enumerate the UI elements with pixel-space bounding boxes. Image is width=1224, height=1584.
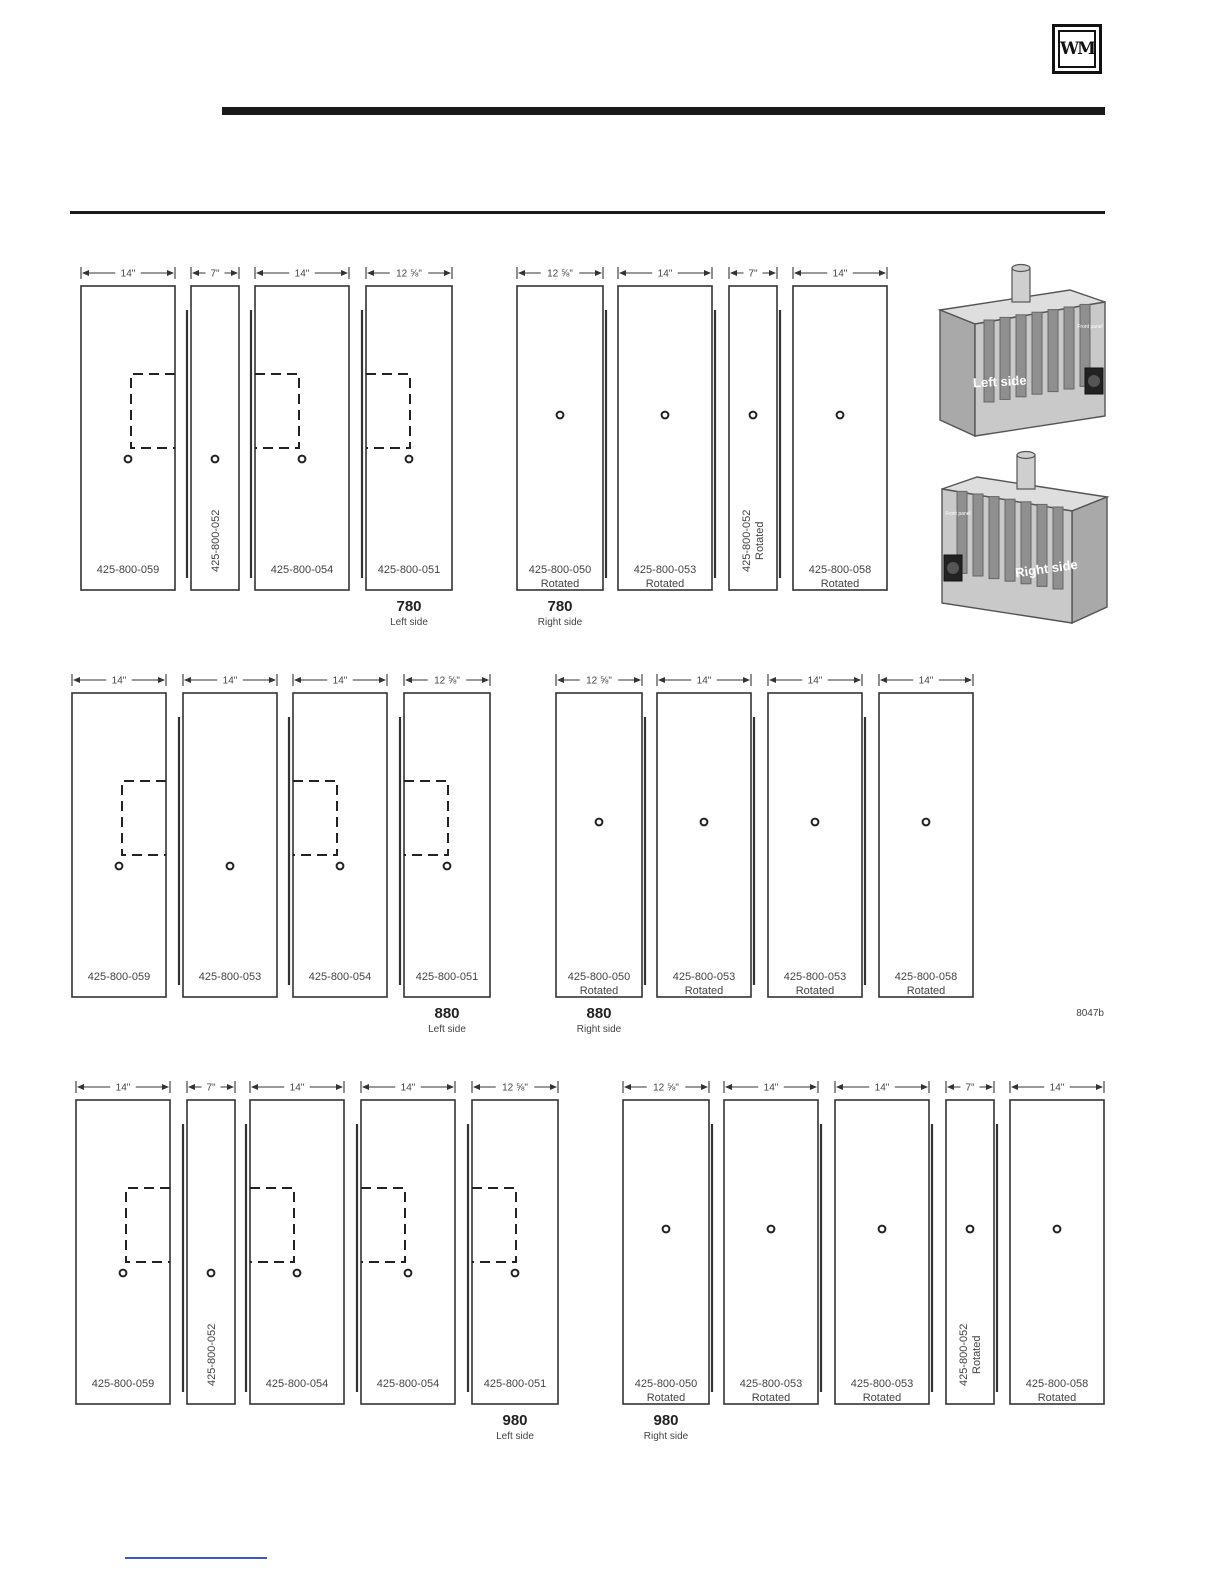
dimension-label: 7": [206, 1082, 216, 1094]
mounting-hole: [116, 863, 123, 870]
mounting-hole: [750, 412, 757, 419]
mounting-hole: [406, 456, 413, 463]
mounting-hole: [212, 456, 219, 463]
rotated-note: Rotated: [820, 578, 860, 590]
dimension-label: 12 ⅝": [653, 1082, 679, 1094]
dim-arrow-right: [704, 270, 711, 276]
dim-arrow-left: [405, 677, 412, 683]
part-number: 425-800-054: [265, 1378, 329, 1390]
dim-arrow-left: [367, 270, 374, 276]
flue-collar: [1012, 268, 1030, 302]
dim-arrow-left: [619, 270, 626, 276]
boiler-end: [940, 310, 975, 436]
boilers-layer: [940, 265, 1107, 624]
boiler-section: [1032, 312, 1042, 394]
panel-outline: [250, 1100, 344, 1404]
panel-outline: [472, 1100, 558, 1404]
model-number: 880: [586, 1005, 612, 1022]
dim-arrow-right: [1096, 1084, 1103, 1090]
part-number: 425-800-052: [958, 1323, 970, 1386]
rotated-note: Rotated: [906, 985, 946, 997]
jacket-panel: [618, 266, 715, 590]
dim-arrow-right: [336, 1084, 343, 1090]
boiler-illustration-right: [942, 452, 1107, 624]
boiler-section: [1053, 507, 1063, 589]
dim-arrow-right: [854, 677, 861, 683]
dim-arrow-left: [192, 270, 199, 276]
mounting-hole: [967, 1226, 974, 1233]
panel-outline: [793, 286, 887, 590]
jacket-panel: [946, 1080, 997, 1404]
dim-arrow-right: [810, 1084, 817, 1090]
mounting-hole: [701, 819, 708, 826]
mounting-hole: [299, 456, 306, 463]
part-number: 425-800-054: [270, 564, 334, 576]
dimension-label: 14": [222, 675, 238, 687]
dimension-label: 7": [965, 1082, 975, 1094]
jacket-panel: [251, 266, 349, 590]
panel-group-980-right: [623, 1080, 1104, 1442]
part-number: 425-800-053: [198, 971, 262, 983]
panel-outline: [293, 693, 387, 997]
side-label: Left side: [496, 1431, 534, 1442]
jacket-panel: [468, 1080, 558, 1404]
part-number: 425-800-050: [634, 1378, 698, 1390]
rotated-note: Rotated: [751, 1392, 791, 1404]
mounting-hole: [1054, 1226, 1061, 1233]
dim-arrow-right: [379, 677, 386, 683]
panel-group-880-right: [556, 673, 973, 1035]
dimension-label: 14": [289, 1082, 305, 1094]
jacket-panel: [793, 266, 887, 590]
part-number: 425-800-059: [91, 1378, 155, 1390]
dim-arrow-right: [634, 677, 641, 683]
dimension-label: 12 ⅝": [547, 268, 573, 280]
dim-arrow-right: [595, 270, 602, 276]
panel-outline: [618, 286, 712, 590]
rotated-note: Rotated: [1037, 1392, 1077, 1404]
panel-outline: [361, 1100, 455, 1404]
mounting-hole: [923, 819, 930, 826]
jacket-panel: [357, 1080, 455, 1404]
jacket-panel: [657, 673, 754, 997]
rotated-note: Rotated: [540, 578, 580, 590]
part-number: 425-800-053: [633, 564, 697, 576]
model-number: 980: [502, 1412, 528, 1429]
dimension-label: 14": [332, 675, 348, 687]
panel-outline: [623, 1100, 709, 1404]
dim-arrow-left: [624, 1084, 631, 1090]
mounting-hole: [879, 1226, 886, 1233]
dimension-label: 14": [763, 1082, 779, 1094]
dimension-label: 14": [918, 675, 934, 687]
jacket-panel: [879, 673, 973, 997]
dim-arrow-left: [77, 1084, 84, 1090]
part-number: 425-800-059: [96, 564, 160, 576]
dim-arrow-right: [769, 270, 776, 276]
dim-arrow-right: [269, 677, 276, 683]
boiler-section: [989, 497, 999, 579]
jacket-panel: [556, 673, 645, 997]
jacket-panel: [187, 266, 239, 590]
mounting-hole: [337, 863, 344, 870]
mounting-hole: [812, 819, 819, 826]
flue-opening: [1017, 452, 1035, 459]
mounting-hole: [227, 863, 234, 870]
mounting-hole: [663, 1226, 670, 1233]
panel-outline: [729, 286, 777, 590]
flue-collar: [1017, 455, 1035, 489]
dim-arrow-right: [162, 1084, 169, 1090]
panel-group-880-left: [72, 673, 490, 1035]
mounting-hole: [512, 1270, 519, 1277]
dim-arrow-right: [341, 270, 348, 276]
dim-arrow-right: [550, 1084, 557, 1090]
dimension-label: 12 ⅝": [502, 1082, 528, 1094]
mounting-hole: [120, 1270, 127, 1277]
dim-arrow-right: [167, 270, 174, 276]
dim-arrow-left: [73, 677, 80, 683]
dimension-label: 14": [696, 675, 712, 687]
panels-layer: [72, 266, 1104, 1442]
side-label: Right side: [576, 1024, 622, 1035]
jacket-panel: [289, 673, 387, 997]
boiler-section: [1048, 310, 1058, 392]
dimension-label: 14": [120, 268, 136, 280]
jacket-panel: [729, 266, 780, 590]
dimension-label: 14": [400, 1082, 416, 1094]
dimension-label: 7": [210, 268, 220, 280]
side-label: Right side: [643, 1431, 689, 1442]
jacket-panel: [517, 266, 606, 590]
mounting-hole: [557, 412, 564, 419]
dimension-label: 14": [832, 268, 848, 280]
panel-outline: [768, 693, 862, 997]
boiler-side-label: Right side: [1014, 556, 1079, 581]
dim-arrow-left: [184, 677, 191, 683]
dimension-label: 14": [115, 1082, 131, 1094]
part-number: 425-800-054: [376, 1378, 440, 1390]
dim-arrow-right: [158, 677, 165, 683]
dimension-label: 14": [874, 1082, 890, 1094]
panel-outline: [404, 693, 490, 997]
dim-arrow-right: [482, 677, 489, 683]
jacket-panel: [183, 1080, 235, 1404]
boiler-section: [1064, 307, 1074, 389]
dim-arrow-left: [947, 1084, 954, 1090]
part-number: 425-800-052: [206, 1323, 218, 1386]
boiler-section: [973, 494, 983, 576]
jacket-panel: [623, 1080, 712, 1404]
boiler-illustration-left: [940, 265, 1105, 437]
part-number: 425-800-051: [415, 971, 479, 983]
rotated-note: Rotated: [862, 1392, 902, 1404]
part-number: 425-800-050: [567, 971, 631, 983]
footer-link-underline[interactable]: [125, 1557, 267, 1559]
jacket-panel: [81, 266, 175, 590]
panel-outline: [1010, 1100, 1104, 1404]
mounting-hole: [662, 412, 669, 419]
dimension-label: 12 ⅝": [396, 268, 422, 280]
model-number: 780: [547, 598, 573, 615]
dim-arrow-right: [444, 270, 451, 276]
model-number: 980: [653, 1412, 679, 1429]
mounting-hole: [125, 456, 132, 463]
dim-arrow-left: [794, 270, 801, 276]
panel-outline: [835, 1100, 929, 1404]
panel-outline: [81, 286, 175, 590]
jacket-panel: [72, 673, 166, 997]
part-number: 425-800-052: [741, 509, 753, 572]
panel-outline: [724, 1100, 818, 1404]
mounting-hole: [294, 1270, 301, 1277]
jacket-panel: [835, 1080, 932, 1404]
model-number: 780: [396, 598, 422, 615]
burner-port: [1088, 375, 1100, 387]
mounting-hole: [837, 412, 844, 419]
dim-arrow-left: [473, 1084, 480, 1090]
part-number: 425-800-058: [894, 971, 958, 983]
side-label: Left side: [428, 1024, 466, 1035]
jacket-panel: [768, 673, 865, 997]
dim-arrow-right: [447, 1084, 454, 1090]
dim-arrow-left: [256, 270, 263, 276]
panel-outline: [255, 286, 349, 590]
dim-arrow-right: [965, 677, 972, 683]
dim-arrow-left: [769, 677, 776, 683]
dim-arrow-left: [730, 270, 737, 276]
part-number: 425-800-053: [850, 1378, 914, 1390]
dimension-label: 14": [657, 268, 673, 280]
panel-outline: [657, 693, 751, 997]
panel-outline: [946, 1100, 994, 1404]
dim-arrow-left: [294, 677, 301, 683]
jacket-panel: [400, 673, 490, 997]
rotated-note: Rotated: [579, 985, 619, 997]
panel-outline: [556, 693, 642, 997]
dim-arrow-right: [227, 1084, 234, 1090]
panel-group-780-right: [517, 266, 887, 628]
part-number: 425-800-054: [308, 971, 372, 983]
dimension-label: 14": [807, 675, 823, 687]
front-panel-label: Front panel: [1077, 324, 1103, 330]
part-number: 425-800-051: [377, 564, 441, 576]
side-label: Right side: [537, 617, 583, 628]
boiler-section: [1005, 499, 1015, 581]
dim-arrow-right: [921, 1084, 928, 1090]
part-number: 425-800-053: [783, 971, 847, 983]
dim-arrow-right: [701, 1084, 708, 1090]
model-number: 880: [434, 1005, 460, 1022]
dim-arrow-left: [1011, 1084, 1018, 1090]
part-number: 425-800-059: [87, 971, 151, 983]
jacket-panel: [1010, 1080, 1104, 1404]
part-number: 425-800-053: [672, 971, 736, 983]
dim-arrow-left: [362, 1084, 369, 1090]
panel-outline: [366, 286, 452, 590]
figure-code: 8047b: [1076, 1008, 1104, 1019]
front-panel-label: Front panel: [945, 511, 971, 517]
dimension-label: 14": [294, 268, 310, 280]
panel-outline: [72, 693, 166, 997]
mounting-hole: [208, 1270, 215, 1277]
rotated-note: Rotated: [646, 1392, 686, 1404]
rotated-note: Rotated: [684, 985, 724, 997]
boiler-end: [1072, 497, 1107, 623]
panel-group-980-left: [76, 1080, 558, 1442]
dim-arrow-left: [880, 677, 887, 683]
panel-group-780-left: [81, 266, 452, 628]
part-number: 425-800-058: [808, 564, 872, 576]
dim-arrow-right: [231, 270, 238, 276]
part-number: 425-800-050: [528, 564, 592, 576]
panel-outline: [879, 693, 973, 997]
dim-arrow-left: [188, 1084, 195, 1090]
rotated-note: Rotated: [754, 521, 766, 560]
part-number: 425-800-058: [1025, 1378, 1089, 1390]
dimension-label: 12 ⅝": [434, 675, 460, 687]
part-number: 425-800-053: [739, 1378, 803, 1390]
panel-outline: [517, 286, 603, 590]
dim-arrow-left: [518, 270, 525, 276]
dim-arrow-left: [836, 1084, 843, 1090]
jacket-panel: [179, 673, 277, 997]
panel-outline: [183, 693, 277, 997]
jacket-panel: [246, 1080, 344, 1404]
dimension-label: 14": [1049, 1082, 1065, 1094]
rotated-note: Rotated: [645, 578, 685, 590]
jacket-panel: [76, 1080, 170, 1404]
dimension-label: 12 ⅝": [586, 675, 612, 687]
dim-arrow-left: [658, 677, 665, 683]
jacket-panel: [724, 1080, 821, 1404]
dimension-label: 7": [748, 268, 758, 280]
mounting-hole: [768, 1226, 775, 1233]
dim-arrow-left: [557, 677, 564, 683]
side-label: Left side: [390, 617, 428, 628]
burner-port: [947, 562, 959, 574]
mounting-hole: [444, 863, 451, 870]
boiler-side-label: Left side: [972, 372, 1027, 391]
mounting-hole: [596, 819, 603, 826]
dim-arrow-right: [879, 270, 886, 276]
jacket-panel: [362, 266, 452, 590]
dim-arrow-right: [986, 1084, 993, 1090]
mounting-hole: [405, 1270, 412, 1277]
part-number: 425-800-051: [483, 1378, 547, 1390]
rotated-note: Rotated: [795, 985, 835, 997]
dim-arrow-right: [743, 677, 750, 683]
flue-opening: [1012, 265, 1030, 272]
brand-logo-text: WM: [1058, 30, 1096, 68]
dim-arrow-left: [725, 1084, 732, 1090]
panel-outline: [76, 1100, 170, 1404]
dim-arrow-left: [82, 270, 89, 276]
dimension-label: 14": [111, 675, 127, 687]
dim-arrow-left: [251, 1084, 258, 1090]
part-number: 425-800-052: [210, 509, 222, 572]
rotated-note: Rotated: [971, 1335, 983, 1374]
